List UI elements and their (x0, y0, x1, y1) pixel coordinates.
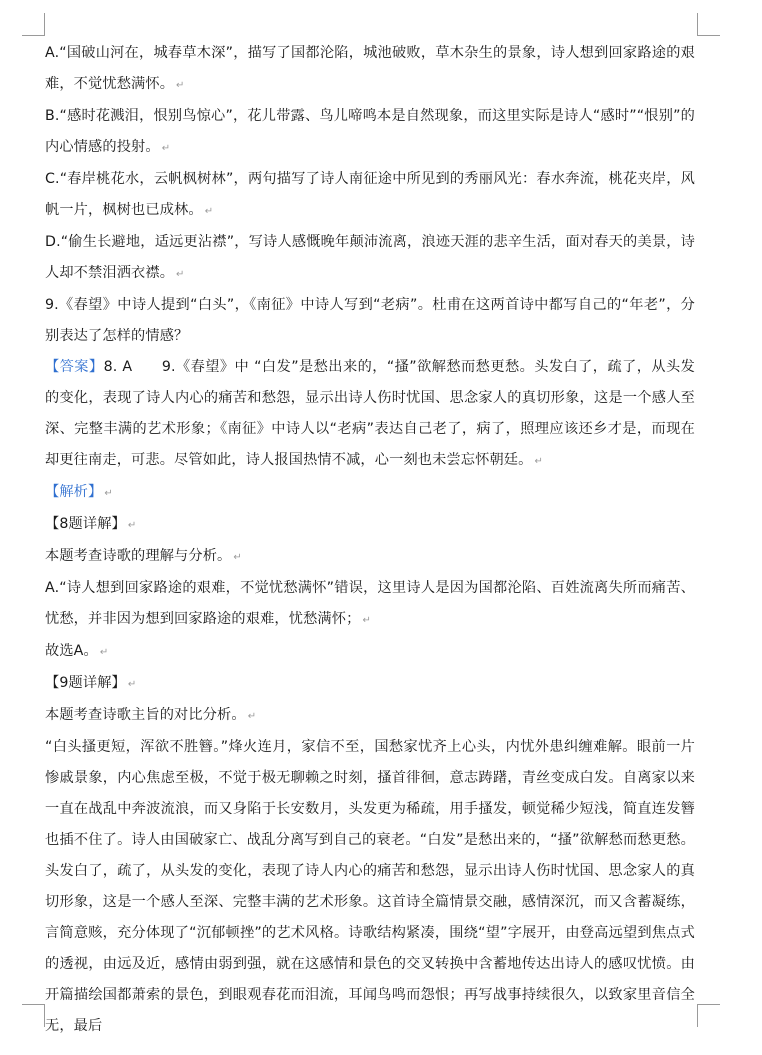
q8-explanation: A.“诗人想到回家路途的艰难，不觉忧愁满怀”错误，这里诗人是因为国都沦陷、百姓流离失所而痛苦、忧愁，并非因为想到回家路途的艰难，忧愁满怀； ↵ (45, 580, 695, 627)
q9-topic: 本题考查诗歌主旨的对比分析。 ↵ (45, 707, 257, 723)
answer-paragraph: 【答案】8. A 9.《春望》中 “白发”是愁出来的，“搔”欲解愁而愁更愁。头发白了，疏了，从头发的变化，表现了诗人内心的痛苦和愁怨，显示出诗人伤时忧国、思念家人的真切形象，这是一个感人至深、完整丰满的艺术形象；《南征》中诗人以“老病”表达自己老了，病了，照理应该还乡才是，而现在却更往南走，可悲。尽管如此，诗人报国热情不减，心一刻也未尝忘怀朝廷。 ↵ (45, 359, 695, 468)
document-body (45, 38, 695, 1042)
question-9: 9.《春望》中诗人提到“白头”，《南征》中诗人写到“老病”。杜甫在这两首诗中都写自己的“年老”，分别表达了怎样的情感？ (45, 297, 695, 344)
page-corner-mark-bottom-left (22, 1004, 45, 1027)
option-a: A.“国破山河在，城春草木深”，描写了国都沦陷，城池破败，草木杂生的景象，诗人想到回家路途的艰难，不觉忧愁满怀。 ↵ (45, 45, 695, 92)
page-corner-mark-top-left (22, 13, 45, 36)
page-corner-mark-top-right (697, 13, 720, 36)
paragraph-mark-icon: ↵ (233, 552, 242, 563)
q8-conclusion: 故选A。 ↵ (45, 643, 109, 659)
q9-detail-heading: 【9题详解】 ↵ (45, 675, 137, 691)
paragraph-mark-icon: ↵ (161, 143, 171, 154)
answer-label: 【答案】 (45, 359, 104, 375)
q8-topic: 本题考查诗歌的理解与分析。 ↵ (45, 548, 242, 564)
option-d: D.“偷生长避地，适远更沾襟”，写诗人感慨晚年颠沛流离，浪迹天涯的悲辛生活，面对春天的美景，诗人却不禁泪洒衣襟。 ↵ (45, 234, 695, 281)
option-c: C.“春岸桃花水，云帆枫树林”，两句描写了诗人南征途中所见到的秀丽风光：春水奔流，桃花夹岸，风帆一片，枫树也已成林。 ↵ (45, 171, 695, 218)
analysis-label: 【解析】 (45, 484, 103, 500)
q8-detail-heading: 【8题详解】 ↵ (45, 516, 137, 532)
paragraph-mark-icon: ↵ (176, 269, 185, 280)
paragraph-mark-icon: ↵ (534, 456, 544, 467)
paragraph-mark-icon: ↵ (127, 520, 137, 531)
paragraph-mark-icon: ↵ (204, 206, 214, 217)
paragraph-mark-icon: ↵ (362, 615, 371, 626)
analysis-heading (45, 477, 695, 509)
paragraph-mark-icon: ↵ (99, 647, 109, 658)
option-b: B.“感时花溅泪，恨别鸟惊心”，花儿带露、鸟儿啼鸣本是自然现象，而这里实际是诗人“感时”“恨别”的内心情感的投射。 ↵ (45, 108, 695, 155)
page-corner-mark-bottom-right (697, 1004, 720, 1027)
paragraph-mark-icon: ↵ (127, 679, 137, 690)
paragraph-mark-icon: ↵ (104, 488, 113, 499)
q9-explanation: “白头搔更短，浑欲不胜簪。”烽火连月，家信不至，国愁家忧齐上心头，内忧外患纠缠难解。眼前一片惨戚景象，内心焦虑至极，不觉于极无聊赖之时刻，搔首徘徊，意志踌躇，青丝变成白发。自离家以来一直在战乱中奔波流浪，而又身陷于长安数月，头发更为稀疏，用手搔发，顿觉稀少短浅，简直连发簪也插不住了。诗人由国破家亡、战乱分离写到自己的衰老。“白发”是愁出来的，“搔”欲解愁而愁更愁。头发白了，疏了，从头发的变化，表现了诗人内心的痛苦和愁怨，显示出诗人伤时忧国、思念家人的真切形象，这是一个感人至深、完整丰满的艺术形象。这首诗全篇情景交融，感情深沉，而又含蓄凝练，言简意赅，充分体现了“沉郁顿挫”的艺术风格。诗歌结构紧凑，围绕“望”字展开，由登高远望到焦点式的透视，由远及近，感情由弱到强，就在这感情和景色的交叉转换中含蓄地传达出诗人的感叹忧愤。由开篇描绘国都萧索的景色，到眼观春花而泪流，耳闻鸟鸣而怨恨；再写战事持续很久，以致家里音信全无，最后 (45, 739, 695, 1034)
paragraph-mark-icon: ↵ (247, 711, 257, 722)
paragraph-mark-icon: ↵ (176, 80, 185, 91)
